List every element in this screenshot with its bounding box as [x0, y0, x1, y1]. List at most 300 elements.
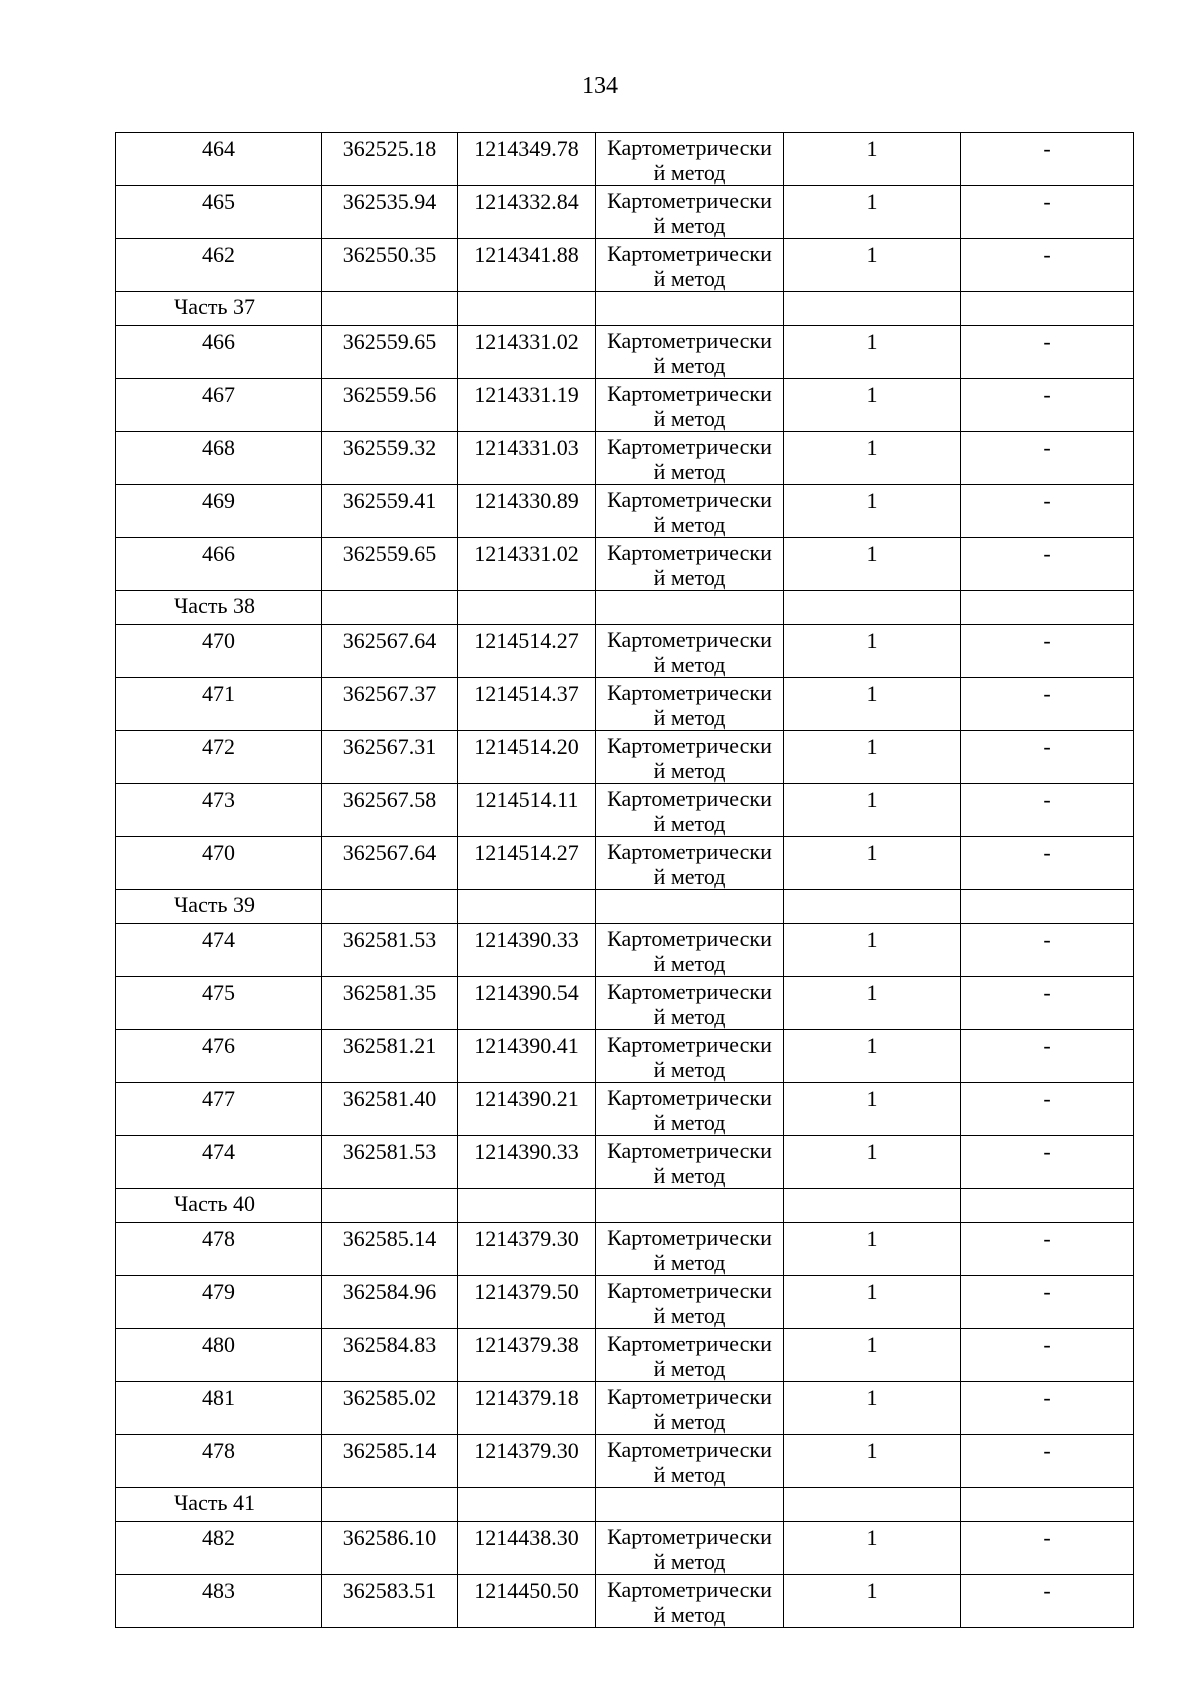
- table-row: [116, 538, 1134, 591]
- method-cell: [596, 326, 784, 379]
- method-text: [596, 186, 783, 238]
- point-number: 470: [202, 628, 235, 653]
- x-coordinate-cell: [322, 1276, 458, 1329]
- accuracy-cell: [784, 1435, 961, 1488]
- x-coordinate: 362550.35: [342, 242, 437, 267]
- method-text: [596, 379, 783, 431]
- description-value: -: [1043, 1578, 1051, 1603]
- accuracy-value: 1: [866, 787, 878, 812]
- point-number: 476: [202, 1033, 235, 1058]
- description-cell: [961, 1223, 1134, 1276]
- x-coordinate: 362559.32: [342, 435, 437, 460]
- x-coordinate-cell: [322, 1382, 458, 1435]
- method-cell: [596, 1575, 784, 1628]
- table-row: [116, 1136, 1134, 1189]
- description-cell: [961, 678, 1134, 731]
- y-coordinate-cell: [458, 538, 596, 591]
- x-coordinate: 362581.21: [342, 1033, 437, 1058]
- method-line-1: Картометрически: [607, 1524, 772, 1549]
- description-value: -: [1043, 840, 1051, 865]
- y-coordinate: 1214349.78: [474, 136, 579, 161]
- point-number: 478: [202, 1438, 235, 1463]
- accuracy-cell: [784, 1276, 961, 1329]
- method-line-1: Картометрически: [607, 839, 772, 864]
- y-coordinate: 1214379.30: [474, 1438, 579, 1463]
- method-line-1: Картометрически: [607, 188, 772, 213]
- y-coordinate: 1214331.02: [474, 541, 579, 566]
- y-coordinate-cell: [458, 1382, 596, 1435]
- x-coordinate: 362585.02: [342, 1385, 437, 1410]
- point-number: 480: [202, 1332, 235, 1357]
- method-line-1: Картометрически: [607, 434, 772, 459]
- accuracy-value: 1: [866, 382, 878, 407]
- description-cell: [961, 1083, 1134, 1136]
- empty-cell: [458, 292, 596, 326]
- accuracy-value: 1: [866, 435, 878, 460]
- accuracy-value: 1: [866, 1438, 878, 1463]
- part-label-cell: [116, 890, 322, 924]
- part-header-row: [116, 1189, 1134, 1223]
- accuracy-value: 1: [866, 541, 878, 566]
- part-label: Часть 40: [174, 1191, 255, 1216]
- x-coordinate-cell: [322, 1522, 458, 1575]
- accuracy-cell: [784, 432, 961, 485]
- empty-cell: [596, 890, 784, 924]
- description-value: -: [1043, 787, 1051, 812]
- method-line-1: Картометрически: [607, 1437, 772, 1462]
- method-text: [596, 1382, 783, 1434]
- y-coordinate-cell: [458, 924, 596, 977]
- table-row: [116, 379, 1134, 432]
- description-cell: [961, 1435, 1134, 1488]
- empty-cell: [784, 1488, 961, 1522]
- point-number: 464: [202, 136, 235, 161]
- description-cell: [961, 186, 1134, 239]
- y-coordinate-cell: [458, 239, 596, 292]
- accuracy-value: 1: [866, 1226, 878, 1251]
- part-label-cell: [116, 1189, 322, 1223]
- x-coordinate-cell: [322, 1575, 458, 1628]
- method-text: [596, 977, 783, 1029]
- x-coordinate: 362559.65: [342, 329, 437, 354]
- point-number: 483: [202, 1578, 235, 1603]
- part-header-row: [116, 1488, 1134, 1522]
- accuracy-cell: [784, 1083, 961, 1136]
- accuracy-cell: [784, 1575, 961, 1628]
- empty-cell: [961, 1488, 1134, 1522]
- x-coordinate: 362567.64: [342, 840, 437, 865]
- y-coordinate-cell: [458, 1276, 596, 1329]
- x-coordinate-cell: [322, 1030, 458, 1083]
- table-row: [116, 1382, 1134, 1435]
- method-line-2: й метод: [653, 459, 726, 484]
- table-row: [116, 133, 1134, 186]
- x-coordinate-cell: [322, 1136, 458, 1189]
- part-label: Часть 38: [174, 593, 255, 618]
- x-coordinate-cell: [322, 784, 458, 837]
- method-line-2: й метод: [653, 1356, 726, 1381]
- accuracy-value: 1: [866, 927, 878, 952]
- accuracy-value: 1: [866, 1139, 878, 1164]
- part-header-row: [116, 292, 1134, 326]
- accuracy-value: 1: [866, 628, 878, 653]
- method-line-1: Картометрически: [607, 1085, 772, 1110]
- method-cell: [596, 1522, 784, 1575]
- accuracy-cell: [784, 625, 961, 678]
- x-coordinate: 362567.58: [342, 787, 437, 812]
- method-cell: [596, 485, 784, 538]
- y-coordinate: 1214514.27: [474, 628, 579, 653]
- point-number-cell: [116, 1136, 322, 1189]
- method-line-1: Картометрически: [607, 241, 772, 266]
- method-line-1: Картометрически: [607, 1225, 772, 1250]
- method-text: [596, 1522, 783, 1574]
- empty-cell: [322, 1189, 458, 1223]
- y-coordinate-cell: [458, 186, 596, 239]
- description-value: -: [1043, 329, 1051, 354]
- x-coordinate: 362584.96: [342, 1279, 437, 1304]
- accuracy-cell: [784, 1136, 961, 1189]
- y-coordinate: 1214379.38: [474, 1332, 579, 1357]
- y-coordinate-cell: [458, 379, 596, 432]
- method-text: [596, 1276, 783, 1328]
- method-line-2: й метод: [653, 1303, 726, 1328]
- x-coordinate-cell: [322, 538, 458, 591]
- y-coordinate-cell: [458, 1435, 596, 1488]
- x-coordinate: 362525.18: [342, 136, 437, 161]
- point-number-cell: [116, 538, 322, 591]
- point-number-cell: [116, 1030, 322, 1083]
- x-coordinate-cell: [322, 1223, 458, 1276]
- method-line-1: Картометрически: [607, 627, 772, 652]
- method-line-2: й метод: [653, 160, 726, 185]
- x-coordinate-cell: [322, 678, 458, 731]
- method-line-2: й метод: [653, 951, 726, 976]
- table-body: [116, 133, 1134, 1628]
- description-cell: [961, 784, 1134, 837]
- x-coordinate: 362559.41: [342, 488, 437, 513]
- empty-cell: [596, 591, 784, 625]
- table-row: [116, 731, 1134, 784]
- method-line-1: Картометрически: [607, 733, 772, 758]
- method-cell: [596, 1435, 784, 1488]
- y-coordinate-cell: [458, 1223, 596, 1276]
- point-number: 468: [202, 435, 235, 460]
- method-cell: [596, 432, 784, 485]
- y-coordinate-cell: [458, 1083, 596, 1136]
- y-coordinate-cell: [458, 1575, 596, 1628]
- method-text: [596, 1030, 783, 1082]
- accuracy-cell: [784, 1382, 961, 1435]
- accuracy-cell: [784, 977, 961, 1030]
- point-number-cell: [116, 678, 322, 731]
- accuracy-cell: [784, 1223, 961, 1276]
- description-value: -: [1043, 980, 1051, 1005]
- method-line-1: Картометрически: [607, 1278, 772, 1303]
- method-line-2: й метод: [653, 266, 726, 291]
- empty-cell: [596, 292, 784, 326]
- method-line-2: й метод: [653, 811, 726, 836]
- table-row: [116, 1435, 1134, 1488]
- method-text: [596, 784, 783, 836]
- method-cell: [596, 186, 784, 239]
- description-value: -: [1043, 382, 1051, 407]
- x-coordinate-cell: [322, 731, 458, 784]
- table-row: [116, 1276, 1134, 1329]
- y-coordinate: 1214331.02: [474, 329, 579, 354]
- y-coordinate-cell: [458, 625, 596, 678]
- y-coordinate: 1214450.50: [474, 1578, 579, 1603]
- method-cell: [596, 1276, 784, 1329]
- accuracy-value: 1: [866, 980, 878, 1005]
- empty-cell: [784, 292, 961, 326]
- method-line-1: Картометрически: [607, 979, 772, 1004]
- y-coordinate: 1214379.50: [474, 1279, 579, 1304]
- description-cell: [961, 133, 1134, 186]
- x-coordinate-cell: [322, 977, 458, 1030]
- description-cell: [961, 1329, 1134, 1382]
- y-coordinate: 1214514.20: [474, 734, 579, 759]
- table-row: [116, 1575, 1134, 1628]
- point-number: 465: [202, 189, 235, 214]
- method-cell: [596, 1083, 784, 1136]
- accuracy-value: 1: [866, 1578, 878, 1603]
- accuracy-value: 1: [866, 1279, 878, 1304]
- method-line-1: Картометрически: [607, 381, 772, 406]
- description-value: -: [1043, 1332, 1051, 1357]
- page-number: 134: [582, 73, 618, 99]
- table-row: [116, 485, 1134, 538]
- method-text: [596, 133, 783, 185]
- method-cell: [596, 924, 784, 977]
- description-value: -: [1043, 681, 1051, 706]
- method-text: [596, 1083, 783, 1135]
- method-text: [596, 731, 783, 783]
- method-line-1: Картометрически: [607, 328, 772, 353]
- y-coordinate-cell: [458, 731, 596, 784]
- x-coordinate-cell: [322, 379, 458, 432]
- y-coordinate: 1214438.30: [474, 1525, 579, 1550]
- x-coordinate-cell: [322, 837, 458, 890]
- y-coordinate: 1214514.11: [474, 787, 579, 812]
- x-coordinate: 362583.51: [342, 1578, 437, 1603]
- point-number: 472: [202, 734, 235, 759]
- method-text: [596, 625, 783, 677]
- point-number: 474: [202, 927, 235, 952]
- empty-cell: [322, 1488, 458, 1522]
- method-text: [596, 837, 783, 889]
- empty-cell: [961, 591, 1134, 625]
- point-number: 462: [202, 242, 235, 267]
- method-cell: [596, 625, 784, 678]
- point-number: 470: [202, 840, 235, 865]
- method-line-2: й метод: [653, 1549, 726, 1574]
- description-value: -: [1043, 435, 1051, 460]
- method-line-1: Картометрически: [607, 1138, 772, 1163]
- accuracy-value: 1: [866, 136, 878, 161]
- point-number-cell: [116, 837, 322, 890]
- accuracy-cell: [784, 379, 961, 432]
- y-coordinate: 1214390.54: [474, 980, 579, 1005]
- table-row: [116, 924, 1134, 977]
- description-value: -: [1043, 927, 1051, 952]
- accuracy-value: 1: [866, 1086, 878, 1111]
- x-coordinate-cell: [322, 432, 458, 485]
- method-cell: [596, 1223, 784, 1276]
- table-row: [116, 1223, 1134, 1276]
- method-text: [596, 678, 783, 730]
- description-value: -: [1043, 1139, 1051, 1164]
- x-coordinate-cell: [322, 625, 458, 678]
- empty-cell: [961, 1189, 1134, 1223]
- table-row: [116, 625, 1134, 678]
- x-coordinate: 362567.31: [342, 734, 437, 759]
- method-line-1: Картометрически: [607, 1577, 772, 1602]
- y-coordinate: 1214390.41: [474, 1033, 579, 1058]
- empty-cell: [596, 1189, 784, 1223]
- method-line-1: Картометрически: [607, 1032, 772, 1057]
- table-row: [116, 784, 1134, 837]
- method-cell: [596, 977, 784, 1030]
- point-number-cell: [116, 1522, 322, 1575]
- description-value: -: [1043, 628, 1051, 653]
- accuracy-cell: [784, 1522, 961, 1575]
- point-number-cell: [116, 1276, 322, 1329]
- x-coordinate-cell: [322, 485, 458, 538]
- description-value: -: [1043, 734, 1051, 759]
- point-number-cell: [116, 784, 322, 837]
- empty-cell: [458, 1488, 596, 1522]
- empty-cell: [596, 1488, 784, 1522]
- method-cell: [596, 538, 784, 591]
- y-coordinate: 1214330.89: [474, 488, 579, 513]
- point-number-cell: [116, 379, 322, 432]
- y-coordinate: 1214331.03: [474, 435, 579, 460]
- y-coordinate: 1214390.21: [474, 1086, 579, 1111]
- method-cell: [596, 837, 784, 890]
- point-number-cell: [116, 977, 322, 1030]
- y-coordinate-cell: [458, 678, 596, 731]
- x-coordinate: 362559.56: [342, 382, 437, 407]
- point-number: 467: [202, 382, 235, 407]
- point-number-cell: [116, 1382, 322, 1435]
- method-line-1: Картометрически: [607, 1331, 772, 1356]
- empty-cell: [322, 890, 458, 924]
- description-cell: [961, 1030, 1134, 1083]
- y-coordinate: 1214514.27: [474, 840, 579, 865]
- table-row: [116, 1329, 1134, 1382]
- y-coordinate: 1214379.30: [474, 1226, 579, 1251]
- point-number: 466: [202, 329, 235, 354]
- method-line-2: й метод: [653, 1057, 726, 1082]
- method-cell: [596, 379, 784, 432]
- x-coordinate-cell: [322, 1435, 458, 1488]
- accuracy-value: 1: [866, 329, 878, 354]
- point-number-cell: [116, 326, 322, 379]
- method-cell: [596, 133, 784, 186]
- point-number: 475: [202, 980, 235, 1005]
- part-header-row: [116, 890, 1134, 924]
- method-cell: [596, 678, 784, 731]
- point-number-cell: [116, 133, 322, 186]
- description-value: -: [1043, 1438, 1051, 1463]
- x-coordinate-cell: [322, 239, 458, 292]
- description-cell: [961, 485, 1134, 538]
- method-line-2: й метод: [653, 758, 726, 783]
- method-line-2: й метод: [653, 1163, 726, 1188]
- description-cell: [961, 837, 1134, 890]
- x-coordinate-cell: [322, 924, 458, 977]
- accuracy-cell: [784, 678, 961, 731]
- method-text: [596, 538, 783, 590]
- method-line-2: й метод: [653, 512, 726, 537]
- point-number: 469: [202, 488, 235, 513]
- y-coordinate-cell: [458, 133, 596, 186]
- x-coordinate-cell: [322, 1329, 458, 1382]
- accuracy-value: 1: [866, 681, 878, 706]
- point-number: 477: [202, 1086, 235, 1111]
- method-line-2: й метод: [653, 1004, 726, 1029]
- point-number: 473: [202, 787, 235, 812]
- empty-cell: [458, 591, 596, 625]
- y-coordinate-cell: [458, 1522, 596, 1575]
- accuracy-cell: [784, 326, 961, 379]
- y-coordinate-cell: [458, 837, 596, 890]
- y-coordinate-cell: [458, 485, 596, 538]
- description-value: -: [1043, 541, 1051, 566]
- x-coordinate: 362581.35: [342, 980, 437, 1005]
- description-value: -: [1043, 242, 1051, 267]
- method-cell: [596, 1382, 784, 1435]
- method-cell: [596, 239, 784, 292]
- table-row: [116, 1522, 1134, 1575]
- method-line-1: Картометрически: [607, 540, 772, 565]
- point-number: 474: [202, 1139, 235, 1164]
- accuracy-value: 1: [866, 1385, 878, 1410]
- description-value: -: [1043, 136, 1051, 161]
- accuracy-value: 1: [866, 242, 878, 267]
- y-coordinate: 1214341.88: [474, 242, 579, 267]
- point-number-cell: [116, 1575, 322, 1628]
- method-line-2: й метод: [653, 213, 726, 238]
- x-coordinate: 362584.83: [342, 1332, 437, 1357]
- point-number-cell: [116, 731, 322, 784]
- accuracy-cell: [784, 1329, 961, 1382]
- empty-cell: [322, 292, 458, 326]
- x-coordinate: 362585.14: [342, 1438, 437, 1463]
- x-coordinate: 362581.53: [342, 927, 437, 952]
- x-coordinate: 362585.14: [342, 1226, 437, 1251]
- x-coordinate: 362559.65: [342, 541, 437, 566]
- table-row: [116, 186, 1134, 239]
- y-coordinate-cell: [458, 1030, 596, 1083]
- description-value: -: [1043, 1385, 1051, 1410]
- method-text: [596, 239, 783, 291]
- description-cell: [961, 731, 1134, 784]
- method-line-1: Картометрически: [607, 135, 772, 160]
- method-text: [596, 1435, 783, 1487]
- method-line-2: й метод: [653, 652, 726, 677]
- description-value: -: [1043, 1226, 1051, 1251]
- point-number-cell: [116, 1223, 322, 1276]
- accuracy-cell: [784, 924, 961, 977]
- point-number-cell: [116, 1329, 322, 1382]
- point-number-cell: [116, 432, 322, 485]
- accuracy-value: 1: [866, 840, 878, 865]
- method-line-1: Картометрически: [607, 1384, 772, 1409]
- method-line-1: Картометрически: [607, 487, 772, 512]
- description-value: -: [1043, 488, 1051, 513]
